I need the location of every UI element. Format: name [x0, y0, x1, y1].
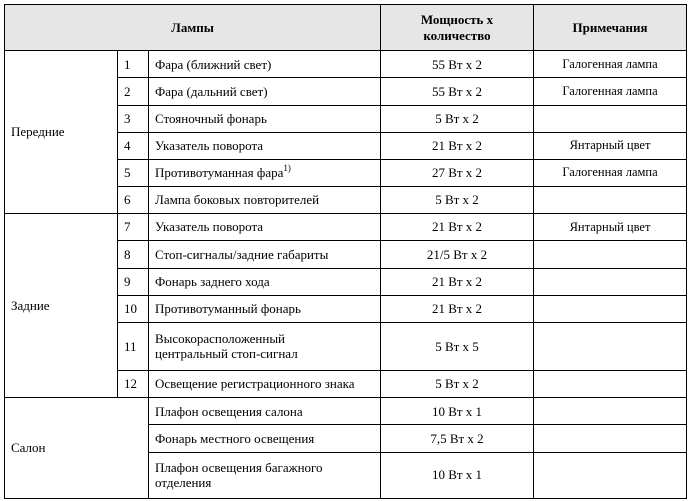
lamp-power: 21 Вт х 2 [381, 268, 534, 295]
header-power-line2: количество [423, 27, 491, 43]
row-number: 9 [118, 268, 149, 295]
lamp-power: 7,5 Вт х 2 [381, 425, 534, 452]
lamp-name-cell [149, 159, 381, 186]
table-row [5, 398, 687, 425]
lamp-name: Противотуманный фонарь [149, 295, 381, 322]
lamp-note [534, 241, 687, 268]
row-number: 5 [118, 159, 149, 186]
group-label-interior: Салон [5, 398, 149, 499]
row-number: 3 [118, 105, 149, 132]
row-number: 7 [118, 214, 149, 241]
lamp-power: 21 Вт х 2 [381, 132, 534, 159]
lamp-note [534, 187, 687, 214]
lamps-table [4, 4, 687, 499]
header-notes: Примечания [534, 5, 687, 51]
footnote-marker: 1) [283, 163, 291, 174]
lamp-note [534, 425, 687, 452]
lamp-name-cell [149, 322, 381, 370]
lamp-name: Указатель поворота [149, 132, 381, 159]
lamp-power: 5 Вт х 5 [381, 322, 534, 370]
lamp-power: 5 Вт х 2 [381, 371, 534, 398]
lamp-power: 5 Вт х 2 [381, 105, 534, 132]
lamp-name: Стояночный фонарь [149, 105, 381, 132]
group-label-rear: Задние [5, 214, 118, 398]
lamp-power: 5 Вт х 2 [381, 187, 534, 214]
row-number: 2 [118, 78, 149, 105]
lamp-name-line2: отделения [155, 475, 212, 491]
row-number: 10 [118, 295, 149, 322]
row-number: 4 [118, 132, 149, 159]
lamp-note: Галогенная лампа [534, 78, 687, 105]
lamp-name-line1: Высокорасположенный [155, 330, 286, 346]
lamp-name: Фара (дальний свет) [149, 78, 381, 105]
row-number: 12 [118, 371, 149, 398]
lamp-power: 21 Вт х 2 [381, 214, 534, 241]
lamp-power: 27 Вт х 2 [381, 159, 534, 186]
lamp-power: 10 Вт х 1 [381, 452, 534, 498]
lamp-name-line1: Плафон освещения багажного [155, 459, 323, 475]
lamp-power: 10 Вт х 1 [381, 398, 534, 425]
row-number: 8 [118, 241, 149, 268]
header-lamps: Лампы [5, 5, 381, 51]
lamp-power: 55 Вт х 2 [381, 78, 534, 105]
lamp-power: 55 Вт х 2 [381, 51, 534, 78]
row-number: 1 [118, 51, 149, 78]
lamp-power: 21/5 Вт х 2 [381, 241, 534, 268]
header-power-line1: Мощность х [420, 12, 494, 28]
lamp-note [534, 371, 687, 398]
group-label-front: Передние [5, 51, 118, 214]
lamp-name: Противотуманная фара [155, 165, 284, 181]
lamp-name: Фонарь местного освещения [149, 425, 381, 452]
lamp-name: Фонарь заднего хода [149, 268, 381, 295]
lamp-note [534, 452, 687, 498]
lamp-name: Фара (ближний свет) [149, 51, 381, 78]
lamp-note [534, 398, 687, 425]
lamp-name-line2: центральный стоп-сигнал [155, 346, 298, 362]
row-number: 11 [118, 322, 149, 370]
lamp-name-cell [149, 452, 381, 498]
lamp-name: Стоп-сигналы/задние габариты [149, 241, 381, 268]
lamp-note [534, 295, 687, 322]
header-row [5, 5, 687, 51]
table-row [5, 214, 687, 241]
lamp-note: Галогенная лампа [534, 51, 687, 78]
lamp-power: 21 Вт х 2 [381, 295, 534, 322]
lamp-name: Освещение регистрационного знака [149, 371, 381, 398]
lamp-note [534, 322, 687, 370]
lamp-note: Янтарный цвет [534, 132, 687, 159]
table-row [5, 51, 687, 78]
lamp-name: Указатель поворота [149, 214, 381, 241]
lamp-note: Галогенная лампа [534, 159, 687, 186]
lamp-note: Янтарный цвет [534, 214, 687, 241]
header-power [381, 5, 534, 51]
lamp-name: Плафон освещения салона [149, 398, 381, 425]
lamp-note [534, 268, 687, 295]
lamp-name: Лампа боковых повторителей [149, 187, 381, 214]
row-number: 6 [118, 187, 149, 214]
lamp-note [534, 105, 687, 132]
